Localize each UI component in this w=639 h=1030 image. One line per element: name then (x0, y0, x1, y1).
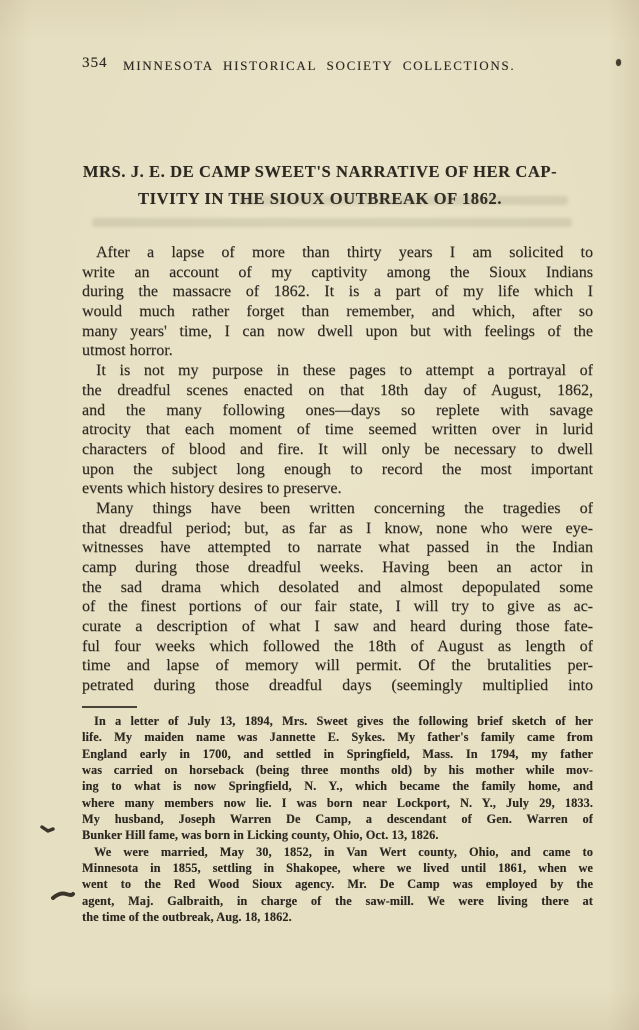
text-line: Many things have been written concerning the tragedies of (96, 499, 593, 517)
text-line: time and lapse of memory will permit. Of the brutalities per- (82, 657, 593, 675)
page-number: 354 (82, 55, 108, 71)
paragraph (82, 844, 593, 926)
text-line: the dreadful scenes enacted on that 18th day of August, 1862, (82, 381, 593, 399)
text-line: ful four weeks which followed the 18th of August as length of (82, 637, 593, 655)
ink-bleedthrough (92, 218, 572, 227)
text-line: atrocity that each moment of time seemed written over in lurid (82, 421, 593, 439)
text-line: many years' time, I can now dwell upon but with feelings of the (82, 322, 593, 340)
pen-dash-mark-icon (50, 888, 76, 903)
text-line: After a lapse of more than thirty years I am solicited to (96, 244, 593, 261)
text-line: would much rather forget than remember, and which, after so (82, 303, 593, 321)
text-line: of the finest portions of our fair state, I will try to give as ac- (82, 598, 593, 616)
paragraph (82, 243, 593, 361)
paragraph (82, 713, 593, 844)
paragraph (82, 499, 593, 696)
text-line: that dreadful period; but, as far as I know, none who were eye- (82, 519, 593, 537)
text-line: the sad drama which desolated and almost depopulated some (82, 578, 593, 596)
text-line: Minnesota in 1855, settling in Shakopee, where we lived until 1861, when we (82, 861, 593, 876)
text-line: My husband, Joseph Warren De Camp, a descendant of Gen. Warren of (82, 812, 593, 827)
text-line: camp during those dreadful weeks. Having been an actor in (82, 559, 593, 576)
text-line: life. My maiden name was Jannette E. Sykes. My father's family came from (82, 730, 593, 745)
text-line: Bunker Hill fame, was born in Licking county, Ohio, Oct. 13, 1826. (82, 828, 439, 843)
text-line: where many members now lie. I was born near Lockport, N. Y., July 29, 1833. (82, 795, 593, 810)
text-line: It is not my purpose in these pages to attempt a portrayal of (96, 362, 593, 380)
text-line: upon the subject long enough to record the most important (82, 460, 593, 478)
footnote (82, 713, 593, 925)
text-line: ing to what is now Springfield, N. Y., which became the family home, and (82, 779, 593, 794)
ink-speck-icon (616, 59, 621, 66)
pen-check-mark-icon (40, 823, 58, 837)
text-line: witnesses have attempted to narrate what passed in the Indian (82, 539, 593, 557)
article-title-line-2: TIVITY IN THE SIOUX OUTBREAK OF 1862. (137, 189, 503, 208)
footnote-separator (82, 706, 137, 708)
text-line: and the many following ones—days so replete with savage (82, 401, 593, 419)
text-line: events which history desires to preserve. (82, 480, 342, 498)
text-line: write an account of my captivity among the Sioux Indians (82, 263, 593, 281)
narrative-body (82, 243, 593, 696)
text-line: during the massacre of 1862. It is a part of my life which I (82, 283, 593, 301)
paragraph (82, 361, 593, 499)
text-line: characters of blood and fire. It will only be necessary to dwell (82, 440, 593, 458)
text-line: petrated during those dreadful days (seemingly multiplied into (82, 677, 593, 695)
text-line: England early in 1700, and settled in Springfield, Mass. In 1794, my father (82, 746, 593, 761)
article-title-line-1: MRS. J. E. DE CAMP SWEET'S NARRATIVE OF HER CAP- (82, 162, 558, 181)
text-line: the time of the outbreak, Aug. 18, 1862. (82, 910, 292, 925)
text-line: curate a description of what I saw and heard during those fate- (82, 618, 593, 636)
text-line: In a letter of July 13, 1894, Mrs. Sweet gives the following brief sketch of her (94, 714, 593, 728)
text-line: agent, Maj. Galbraith, in charge of the saw-mill. We were living there at (82, 893, 593, 908)
running-header: MINNESOTA HISTORICAL SOCIETY COLLECTIONS. (123, 58, 516, 73)
text-line: utmost horror. (82, 342, 173, 360)
ink-bleedthrough (238, 196, 568, 205)
text-line: We were married, May 30, 1852, in Van Wert county, Ohio, and came to (94, 844, 593, 859)
text-line: was carried on horseback (being three months old) by his mother while mov- (82, 763, 593, 778)
text-line: went to the Red Wood Sioux agency. Mr. De Camp was employed by the (82, 877, 593, 892)
